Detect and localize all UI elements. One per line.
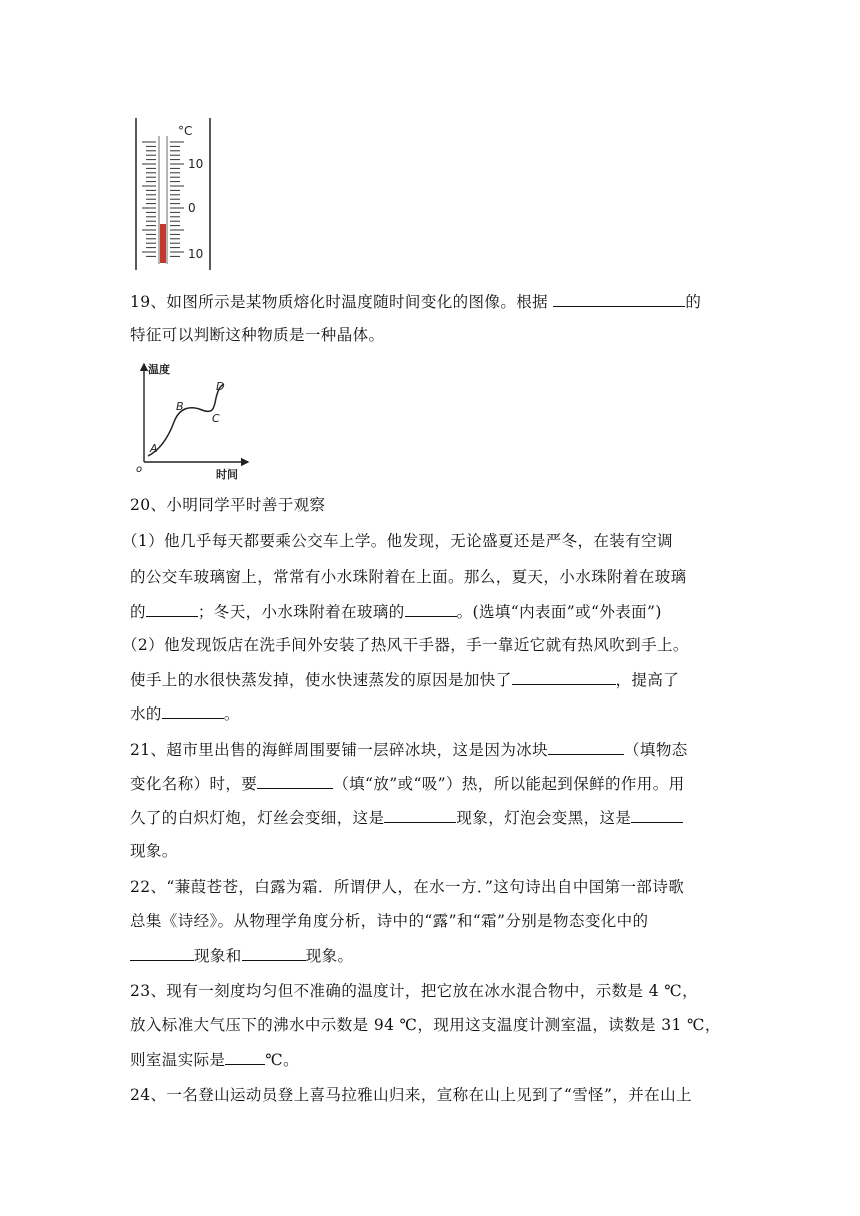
answer-blank[interactable] bbox=[162, 702, 224, 719]
thermometer-tick-label: 0 bbox=[188, 201, 196, 215]
q23-line-3 bbox=[130, 1048, 730, 1071]
answer-blank[interactable] bbox=[130, 944, 194, 961]
q22-text: 现象。 bbox=[305, 947, 354, 965]
answer-blank[interactable] bbox=[548, 738, 624, 755]
q21-line-3 bbox=[130, 806, 730, 829]
thermometer-unit: °C bbox=[178, 124, 193, 138]
answer-blank[interactable] bbox=[631, 806, 683, 823]
q22-text: 现象和 bbox=[194, 947, 242, 965]
q22-line-3 bbox=[130, 944, 730, 967]
q20-line-3: 的公交车玻璃窗上，常常有小水珠附着在上面。那么，夏天，小水珠附着在玻璃 bbox=[130, 568, 687, 586]
answer-blank[interactable] bbox=[242, 944, 306, 961]
q23-line-1: 23、现有一刻度均匀但不准确的温度计，把它放在冰水混合物中，示数是 4 ℃， bbox=[130, 982, 698, 1000]
q22-line-2: 总集《诗经》。从物理学角度分析，诗中的“露”和“霜”分别是物态变化中的 bbox=[130, 912, 649, 930]
graph-point-label: B bbox=[176, 400, 184, 413]
graph-x-label: 时间 bbox=[216, 468, 238, 480]
q21-line-1 bbox=[130, 738, 730, 761]
q22-line-1: 22、“蒹葭苍苍，白露为霜．所谓伊人，在水一方．”这句诗出自中国第一部诗歌 bbox=[130, 878, 685, 896]
q20-text: 。 bbox=[223, 705, 240, 723]
q20-text: 使手上的水很快蒸发掉，使水快速蒸发的原因是加快了 bbox=[130, 671, 512, 689]
q20-text: 水的 bbox=[130, 705, 162, 723]
q24-line-1: 24、一名登山运动员登上喜马拉雅山归来，宣称在山上见到了“雪怪”，并在山上 bbox=[130, 1086, 692, 1104]
q20-line-5: （2）他发现饭店在洗手间外安装了热风干手器，手一靠近它就有热风吹到手上。 bbox=[122, 636, 689, 654]
answer-blank[interactable] bbox=[553, 290, 685, 307]
q21-text: 变化名称）时，要 bbox=[130, 775, 258, 793]
thermometer-tick-label: 10 bbox=[188, 247, 204, 261]
thermometer-liquid bbox=[160, 224, 166, 263]
q21-line-4: 现象。 bbox=[130, 842, 178, 860]
q21-text: （填“放”或“吸”）热，所以能起到保鲜的作用。用 bbox=[333, 775, 685, 793]
q20-text: 。(选填“内表面”或“外表面”) bbox=[456, 603, 662, 621]
q23-text: 则室温实际是 bbox=[130, 1051, 226, 1069]
q20-line-4 bbox=[130, 600, 730, 623]
graph-y-label: 温度 bbox=[148, 363, 170, 376]
q20-text: ，提高了 bbox=[615, 671, 680, 689]
q21-text: 久了的白炽灯炮，灯丝会变细，这是 bbox=[130, 809, 385, 827]
answer-blank[interactable] bbox=[512, 668, 616, 685]
q19-text: 19、如图所示是某物质熔化时温度随时间变化的图像。根据 bbox=[130, 293, 554, 311]
q20-line-7 bbox=[130, 702, 730, 725]
thermometer-figure bbox=[128, 116, 218, 274]
graph-origin: o bbox=[136, 464, 143, 475]
graph-point-label: D bbox=[216, 380, 225, 393]
q20-line-1: 20、小明同学平时善于观察 bbox=[130, 496, 326, 514]
q21-text: 21、超市里出售的海鲜周围要铺一层碎冰块，这是因为冰块 bbox=[130, 741, 549, 759]
answer-blank[interactable] bbox=[146, 600, 198, 617]
q23-text: ℃。 bbox=[265, 1051, 300, 1069]
graph-point-label: A bbox=[150, 442, 158, 455]
q19-text: 的 bbox=[685, 293, 702, 311]
q19-line-2: 特征可以判断这种物质是一种晶体。 bbox=[130, 326, 385, 344]
answer-blank[interactable] bbox=[405, 600, 457, 617]
thermometer-tick-label: 10 bbox=[188, 157, 204, 171]
answer-blank[interactable] bbox=[225, 1048, 265, 1065]
q21-line-2 bbox=[130, 772, 730, 795]
q19-line-1 bbox=[130, 290, 730, 313]
answer-blank[interactable] bbox=[257, 772, 333, 789]
q20-text: 的 bbox=[130, 603, 146, 621]
q21-text: （填物态 bbox=[624, 741, 688, 759]
melting-graph bbox=[130, 358, 252, 480]
q23-line-2: 放入标准大气压下的沸水中示数是 94 ℃，现用这支温度计测室温，读数是 31 ℃， bbox=[130, 1016, 721, 1034]
q20-line-2: （1）他几乎每天都要乘公交车上学。他发现，无论盛夏还是严冬，在装有空调 bbox=[122, 532, 673, 550]
answer-blank[interactable] bbox=[384, 806, 456, 823]
graph-point-label: C bbox=[212, 412, 220, 425]
q20-line-6 bbox=[130, 668, 730, 691]
q20-text: ；冬天，小水珠附着在玻璃的 bbox=[197, 603, 405, 621]
q21-text: 现象，灯泡会变黑，这是 bbox=[456, 809, 632, 827]
